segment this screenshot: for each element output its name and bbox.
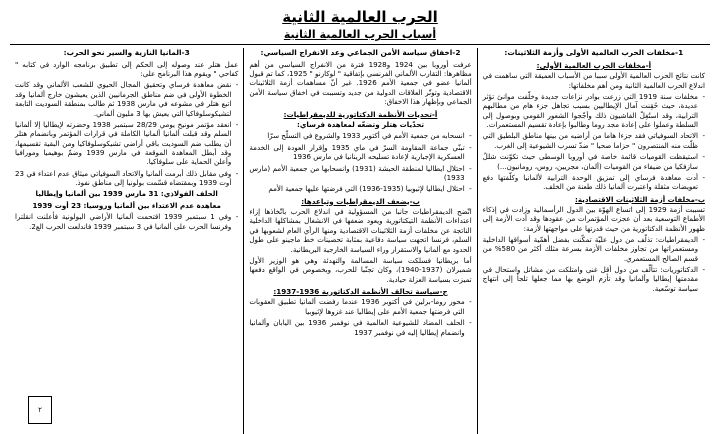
list-item: - تبنّي جماعة المقاومة السرّ في ماي 1935 وإقرار العودة إلى الخدمة العسكرية الإجبارية لإعادة تسليحه الرينانيا في مارس 1936 [249,143,471,162]
column-right [477,48,710,434]
paragraph-azma-intro: تسببت أزمة 1929 إلى اتساع الهوّة بين الدول الرأسمالية وزادت في إذكاء الأطماع التوسعية بعد أن عجزت المؤتمرات من عقودها وقد أدت الأزمة إلى ظهور الأنظمة الدكتاتورية من حيث قدرتها على مواجهتها لأزمة: [482,204,705,233]
highlight-holf-fouladi: الحلف الفولاذي: 31 مارس 1939 بين ألمانيا وإيطاليا [35,189,218,199]
list-item: - الحلف المضاد للشيوعية العالمية في نوفمبر 1936 بين اليابان وألمانيا وانضمام إيطاليا إليه في نوفمبر 1937 [249,318,471,337]
list-item: - احتلال ايطاليا لمنطقة الحبشة (1931) وانسحابها من جمعية الأمم (مارس 1933) [249,164,471,183]
paragraph-britania: أما بريطانيا فسلكت سياسة المسالمة والتهدئة وهي هو الوزير الأول شمبرلان (1937-1940)، وكان تجنّبا للحرب، وبخصوص في الواقع دفعها تميزت بسياسة العزلة حيادية. [249,255,472,284]
bullet-list-azma [483,235,705,293]
column-left-heading: 3-المانيا النازية والسير نحو الحرب: [63,48,190,57]
list-item: - وفي 1 سبتمبر 1939 اقتحمت ألمانيا الأراضي البولونية فأعلنت انقلترا وفرنسا الحرب على ألمانيا في 3 سبتمبر 1939 فاندلعت الحرب الع2. [15,212,238,231]
column-left [10,48,243,434]
list-item: - الاتحاد السوفياتي فقد جزءا هاما من أراضيه من بينها مناطق البلطيق التي ظلّت منه المنتصرون " حزاما صحيا " ضدّ تسرب الشيوعية إلى الغرب. [483,131,705,150]
paragraph-mokhallafat-intro: كانت نتائج الحرب العالمية الأولى سببا من الأسباب العميقة التي ساهمت في اندلاع الحرب العالمية الثانية ومن أهم مخلفاتها: [482,71,705,90]
title-divider [10,44,710,45]
list-item: - احتلال ايطاليا لإثيوبيا (1935-1936) التي فرضتها عليها جمعية الأمم [249,184,471,193]
document-subtitle: أسباب الحرب العالمية الثانية [283,28,437,41]
list-item: - انسحابه من جمعية الأمم في أكتوبر 1933 والشروع في التسلّح سرّا [249,131,471,140]
subheading-mokhallafat: أ-مخلفات الحرب العالمية الأولى: [536,60,652,70]
list-item: - انعقد مؤتمر مونيخ يومي 28/29 سبتمبر 1938 وحضرته لإيطاليا إلا ألمانيا السلم وقد قبلت ألمانيا ألمانيا الكاملة في قرارات المؤتمر وبانضمام هتلر أن يطلب ضم السوديت باقي أراضي تشيكوسلوفاكيا ومن البقية تقسيمها، وقد أبطل المعاهدة الموقعة في مارس 1939 وضمّ بوهيميا ومورافيا وأعلن الحماية على سلوفاكيا. [15,120,238,167]
list-item: - محور روما-برلين في أكتوبر 1936 عندما رفضت ألمانيا تطبيق العقوبات التي فرضتها جمعية الأمم على إيطاليا عند غزوها لإثيوبيا [249,297,471,316]
column-middle [243,48,476,434]
bullet-list-program [15,80,238,187]
columns-container [10,48,710,434]
highlight-moahada-adam-itidaa: معاهدة عدم الاعتداء بين ألمانيا وروسيا: 23 أوت 1939 [32,200,221,210]
subheading-azma-iqtisadiya: ب-مخلفات أزمة الثلاثينات الاقتصادية: [575,194,705,204]
column-right-heading: 1-مخلفات الحرب العالمية الأولى وأزمة الثلاثينات: [504,48,684,57]
list-item: - الدكتاتوريات: تتألّف من دول أقل غنى وامتلكت من مشاتل واستحال في مقدمتها إيطاليا وألمانيا وقد تأزم الوضع بها مما جعلها تلجأ إلى انتهاج سياسة توسّعية. [483,265,705,293]
bullet-list-mokhallafat [483,92,705,192]
bullet-list-tahaluf [249,297,471,336]
list-item: - نقض معاهدة فرساي وتحقيق المجال الحيوي للشعب الألماني وقد كانت الخطوة الأولى في ضم مناطق الجرمانيين الذين يعيشون خارج ألمانيا وقد اتبع هتلر في مشوعه في مارس 1938 ثم طالب بمنطقة السوديت التابعة لتشيكوسلوفاكيا التي يعيش بها 3 مليون ألماني. [15,80,238,117]
paragraph-hitler-program: عمل هتلر عند وصوله إلى الحكم إلى تطبيق برنامجه الوارد في كتابه " كفاحي " ويقوم هذا البرنامج على: [15,59,239,79]
list-item: - مخلفات سنة 1919 التي زرعت بوادر نزاعات جديدة وخلّفت موانئ تؤثر عديدة، حيث حُقِنت آمال الإيطاليين بسبب تجاهل جزء هام من مطالبهم الترابية، وقد استُغِلّ الفاشيون ذلك وأجّجوا الشعور القومي وبوصول إلى السلطة وعملوا على إعادة مجد روما وطالبوا بإعادة تقسيم المستعمرات. [483,92,705,129]
bullet-list-tahadiyat [249,131,471,193]
paragraph-hitler-intro: تحدّيات هتلر وتضعّه لمعاهدة فرساي: [296,120,425,130]
paragraph-infiraj: عرفت أوروبا بين 1924 و1928 فترة من الانفراج السياسي من أهم مظاهرها: التقارب الألماني الفرنسي بإتفاقية " لوكارنو " 1925، كما تم قبول ألمانيا عضو في جمعية الأمم 1926. غير أنّ مساهمات أزمة الثلاثينات الاقتصادية وتوتّر العلاقات الدولية من جديد وتسببت في اخفاق سياسة الأمن الجماعي وبإظهار هذا الاخفاق: [249,59,472,107]
list-item: - أدت معاهدة فرساي إلى تمزيق الوحدة الترابية لألمانيا وكلّفتها دفع تعويضات مثقلة واعتبرت ألمانيا ذلك طعنة من الخلف. [483,173,705,192]
list-item: - استيقظت القوميات قائمة خاصة في أوروبا الوسطى حيث تكوّنت شللٌ سازفكيا من ضيفاء من القوميات (ألمان، مجريين، روس، رومانيون...) [483,152,705,171]
bullet-list-outbreak [15,212,238,231]
document-title: الحرب العالمية الثانية [282,8,438,26]
subheading-tahadiyat: أ-تحديات الأنظمة الدكتاتورية للديمقراطيات: [283,109,438,119]
subheading-tahaluf: ج-سياسة تحالف الأنظمة الدكتاتورية 1936-1937: [273,286,448,296]
page-number: ٢ [28,396,52,424]
list-item: - الديمقراطيات: تذلّف من دول عليّة تمكّنت بفضل أهمّية أسواقها الداخلية ومستعمراتها من تجاوز مخلفات الأزمة بسرعة مثلك أكثر من 580% من قسم الصالح المستعمري. [483,235,705,263]
subheading-doaf-dimocratiyat: ب-يضعف الديمقراطيات وتباعدها: [301,196,420,206]
paragraph-doaf: اتّضح الديمقراطيات جانبا من المسؤولية في اندلاع الحرب باتّخاذها إزاء اعتداءات الأنظمة التيكتاتورية ويعود ضعفها في الانشغال بمشاكلها الداخلية الناتجة عن مخلفات أزمة الثلاثينات الاقتصادية ومنها الرأي العام لشعوبها في السلم، فرنسا اتجهت سياسة دفاعية بمثابة تحصينات خط ماجينو على طول الحدود مع ألمانيا والاستقرار وراء السياسة الخارجية البريطانية. [249,207,472,254]
list-item: - وفي مقابل ذلك أبرمت ألمانيا والاتحاد السوفياتي ميثاق عدم اعتداء في 23 أوت 1939 وبمقتضاه قسّمت بولونيا إلى مناطق نفوذ. [15,169,238,188]
column-middle-heading: 2-اخفاق سياسة الأمن الجماعي وعد الانفراج السياسي: [260,48,461,57]
